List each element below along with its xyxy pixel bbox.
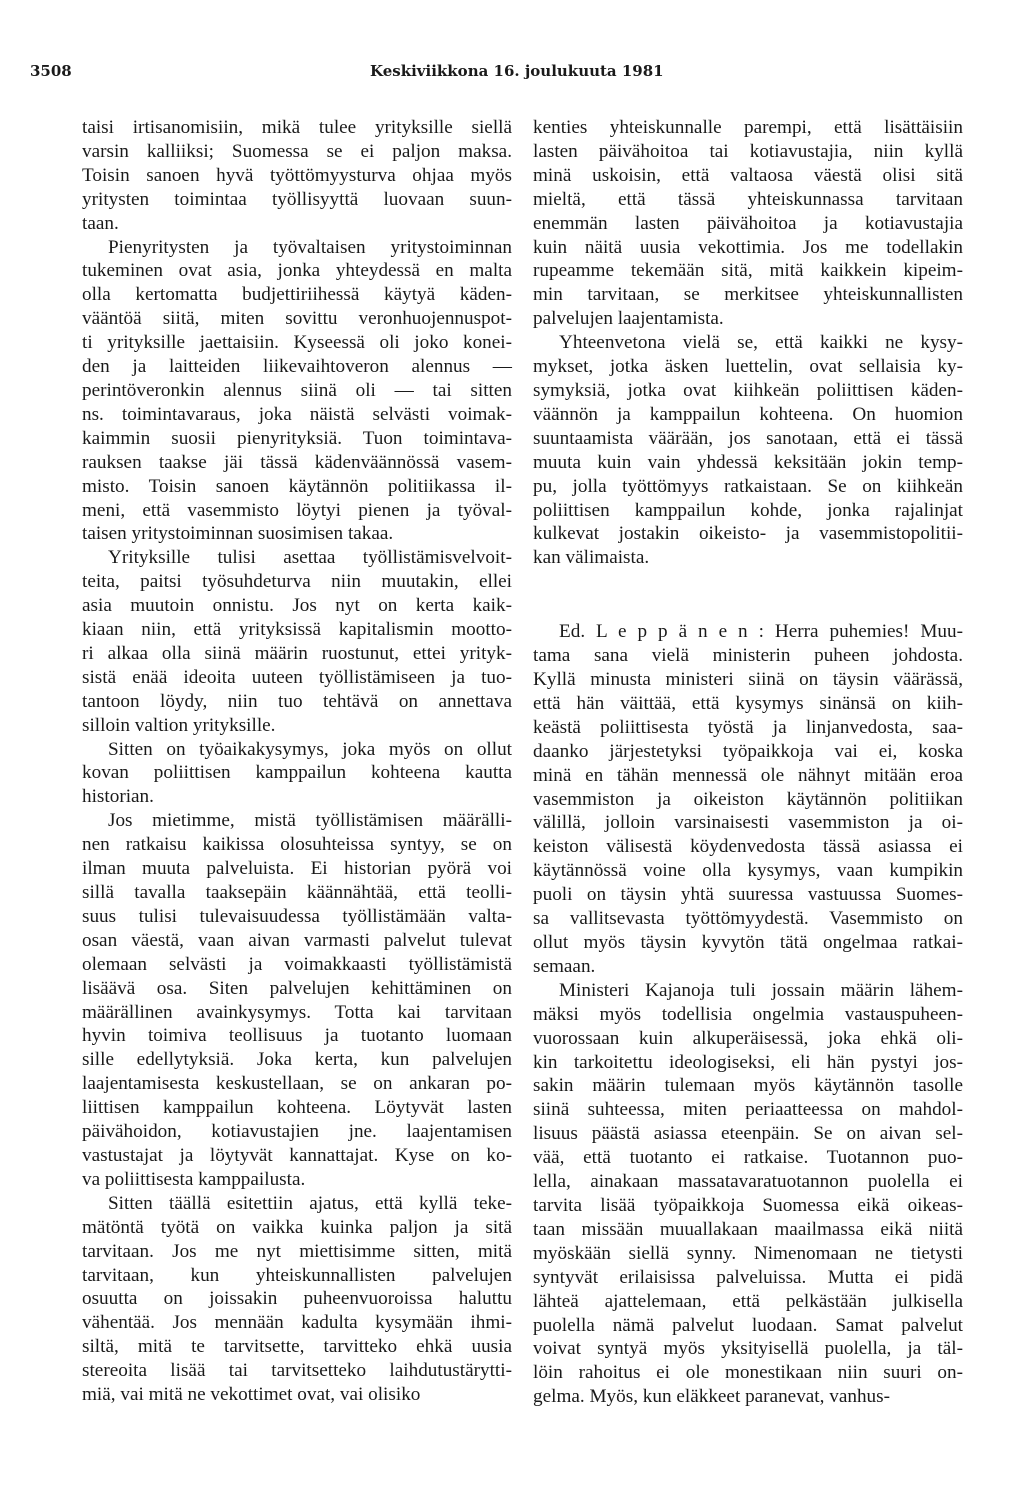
- running-title: Keskiviikkona 16. joulukuuta 1981: [370, 62, 664, 80]
- right-column: [533, 116, 963, 1409]
- line-text: tama sana vielä ministerin puheen johdosta.: [533, 645, 963, 667]
- line-text: symyksiä, jotka ovat kiihkeän poliittisen käden-: [533, 379, 963, 401]
- line-text: lisäävä osa. Siten palvelujen kehittäminen on: [82, 977, 512, 999]
- line-text: kenties yhteiskunnalle parempi, että lisättäisiin: [533, 117, 963, 138]
- text-line: [82, 451, 512, 475]
- line-text: vähentää. Jos mennään kadulta kysymään ihmi-: [82, 1312, 512, 1334]
- line-text: Jos mietimme, mistä työllistämisen määrälli-: [108, 810, 512, 832]
- text-line: [533, 546, 963, 570]
- text-line: [533, 1361, 963, 1385]
- line-text: kaimmin suosii pienyrityksiä. Tuon toimintava-: [82, 427, 512, 449]
- text-line: [533, 403, 963, 427]
- line-text: tarvita lisää työpaikkoja Suomessa eikä oikeas-: [533, 1194, 963, 1216]
- text-line: [82, 738, 512, 762]
- line-text: määrällinen avainkysymys. Totta kai tarvitaan: [82, 1001, 512, 1023]
- line-text: kiaan niin, että yrityksissä kapitalismin mootto-: [82, 619, 512, 641]
- line-text: kulkevat jostakin oikeisto- ja vasemmistopolitii-: [533, 523, 963, 545]
- text-line: [82, 690, 512, 714]
- line-text: varsin kalliiksi; Suomessa se ei paljon maksa.: [82, 140, 512, 162]
- line-text: kovan poliittisen kamppailun kohteena kautta: [82, 762, 512, 784]
- line-text: semaan.: [533, 955, 596, 977]
- paragraph: [82, 738, 512, 810]
- text-line: [82, 666, 512, 690]
- text-line: [82, 953, 512, 977]
- line-text: hyvin toimiva teollisuus ja tuotanto luomaan: [82, 1025, 512, 1047]
- line-text: teita, paitsi työsuhdeturva niin muutakin, ellei: [82, 571, 512, 593]
- paragraph: [82, 1192, 512, 1407]
- text-line: [82, 1096, 512, 1120]
- line-text: taisen yritystoiminnan suosimisen takaa.: [82, 523, 394, 545]
- text-line: [533, 644, 963, 668]
- text-line: [533, 1385, 963, 1409]
- line-text: myöskään siellä synny. Nimenomaan ne tietysti: [533, 1242, 963, 1264]
- line-text: enemmän lasten päivähoitoa ja kotiavustajia: [533, 212, 963, 234]
- line-text: tukeminen ovat asia, jonka yhteydessä en malta: [82, 260, 512, 282]
- text-line: [82, 594, 512, 618]
- text-line: [533, 907, 963, 931]
- paragraph: [533, 620, 963, 979]
- line-text: historian.: [82, 786, 154, 808]
- text-line: [82, 977, 512, 1001]
- page-number: 3508: [30, 62, 72, 80]
- line-text: mäksi myös todellisia ongelmia vastauspuheen-: [533, 1003, 963, 1025]
- text-line: [533, 1003, 963, 1027]
- line-text: meni, että vasemmisto löytyi pienen ja työval-: [82, 499, 512, 521]
- text-line: [533, 307, 963, 331]
- line-text: että hän väittää, että kysymys sinänsä on kiih-: [533, 692, 963, 714]
- text-line: [533, 740, 963, 764]
- line-text: rupeamme tekemään sitä, mitä kaikkein kipeim-: [533, 260, 963, 282]
- text-line: [82, 1072, 512, 1096]
- line-text: va poliittisesta kamppailusta.: [82, 1168, 306, 1190]
- text-line: [82, 427, 512, 451]
- line-text: Ministeri Kajanoja tuli jossain määrin lähem-: [559, 979, 963, 1001]
- line-text: perintöveronkin alennus siinä oli — tai sitten: [82, 379, 512, 401]
- line-text: puolella nämä palvelut luodaan. Samat palvelut: [533, 1314, 963, 1336]
- line-text: kin tarkoitettu ideologiseksi, eli hän pystyi jos-: [533, 1051, 963, 1073]
- text-line: [82, 809, 512, 833]
- text-line: [82, 1240, 512, 1264]
- text-line: [533, 140, 963, 164]
- text-line: [82, 1287, 512, 1311]
- paragraph: [533, 116, 963, 331]
- line-text: muuta kuin vain yhdessä keksitään jokin temp-: [533, 451, 963, 473]
- line-text: voivat syntyä myös yksityisellä puolella, ja täl-: [533, 1338, 963, 1360]
- line-text: mieltä, että tässä yhteiskunnassa tarvitaan: [533, 188, 963, 210]
- line-text: ri alkaa olla siinä määrin ruostunut, ettei yrityk-: [82, 642, 512, 664]
- text-line: [82, 1048, 512, 1072]
- line-text: taisi irtisanomisiin, mikä tulee yrityksille siellä: [82, 117, 512, 138]
- page-header: [30, 62, 980, 86]
- line-text: liittisen kamppailun kohteena. Löytyvät lasten: [82, 1097, 512, 1119]
- text-line: [82, 1120, 512, 1144]
- text-line: [533, 1170, 963, 1194]
- line-text: sakin määrin tulemaan myös käytännön tasolle: [533, 1075, 963, 1097]
- text-line: [82, 355, 512, 379]
- line-text: poliittisen kamppailun kohde, jonka rajalinjat: [533, 499, 963, 521]
- line-text: sa vallitsevasta työttömyydestä. Vasemmisto on: [533, 908, 963, 930]
- line-text: olla kertomatta budjettiriihessä käytyä käden-: [82, 284, 512, 306]
- text-line: [82, 642, 512, 666]
- line-text: daanko järjestetyksi työpaikkoja vai ei, koska: [533, 740, 963, 762]
- paragraph-gap: [533, 570, 963, 620]
- text-line: [82, 905, 512, 929]
- line-text: minä en tähän mennessä ole nähnyt mitään eroa: [533, 764, 963, 786]
- text-line: [82, 379, 512, 403]
- text-line: [533, 188, 963, 212]
- line-text: vuorossaan kuin alkuperäisessä, joka ehkä oli-: [533, 1027, 963, 1049]
- text-line: [533, 1290, 963, 1314]
- text-line: [533, 692, 963, 716]
- line-text: siinä suhteessa, miten periaatteessa on mahdol-: [533, 1099, 963, 1121]
- paragraph: [82, 546, 512, 737]
- speaker-name: Ed. L e p p ä n e n :: [559, 621, 764, 643]
- text-line: [533, 499, 963, 523]
- text-line: [533, 164, 963, 188]
- line-text: asia muutoin onnistu. Jos nyt on kerta kaik-: [82, 595, 512, 617]
- paragraph: [82, 116, 512, 236]
- line-text: miä, vai mitä ne vekottimet ovat, vai olisiko: [82, 1384, 421, 1406]
- text-line: [533, 379, 963, 403]
- text-line: [533, 1266, 963, 1290]
- text-line: [533, 212, 963, 236]
- line-text: lähteä ajattelemaan, että pelkästään julkisella: [533, 1290, 963, 1312]
- line-text: vää, että tuotanto ei ratkaise. Tuotannon puo-: [533, 1147, 963, 1169]
- text-line: [533, 1074, 963, 1098]
- text-line: [533, 955, 963, 979]
- text-line: [82, 116, 512, 140]
- text-line: [82, 1311, 512, 1335]
- text-line: [533, 1337, 963, 1361]
- text-line: [533, 979, 963, 1003]
- line-text: lasten päivähoitoa tai kotiavustajia, niin kyllä: [533, 140, 963, 162]
- line-text: syntyvät erilaisissa palveluissa. Mutta ei pidä: [533, 1266, 963, 1288]
- text-line: [82, 475, 512, 499]
- text-line: [82, 1383, 512, 1407]
- text-line: [533, 259, 963, 283]
- text-line: [82, 1144, 512, 1168]
- line-text: mätöntä työtä on vaikka kuinka paljon ja sitä: [82, 1216, 512, 1238]
- line-text: suuntaamista väärään, jos sanotaan, että ei tässä: [533, 427, 963, 449]
- line-text: lisuus päästä asiassa eteenpäin. Se on aivan sel-: [533, 1123, 963, 1145]
- line-text: lella, ainakaan massatavaratuotannon puolella ei: [533, 1171, 963, 1193]
- line-text: sillä tavalla taaksepäin käännähtää, että teolli-: [82, 882, 512, 903]
- line-text: misto. Toisin sanoen käytännön politiikassa il-: [82, 475, 512, 497]
- text-line: [533, 883, 963, 907]
- line-text: Yhteenvetona vielä se, että kaikki ne kysy-: [559, 332, 963, 354]
- line-text: siltä, mitä te tarvitsette, tarvitteko ehkä uusia: [82, 1336, 512, 1358]
- text-line: [82, 1359, 512, 1383]
- text-line: [82, 1192, 512, 1216]
- text-line: [533, 788, 963, 812]
- text-line: [82, 714, 512, 738]
- line-text: tantoon löydy, niin tuo tehtävä on annettava: [82, 690, 512, 712]
- text-line: [533, 1194, 963, 1218]
- text-line: [533, 331, 963, 355]
- line-text: Pienyritysten ja työvaltaisen yritystoiminnan: [108, 236, 512, 258]
- line-text: vastustajat ja löytyvät kannattajat. Kyse on ko-: [82, 1144, 512, 1166]
- text-line: [533, 931, 963, 955]
- text-line: [533, 1098, 963, 1122]
- text-line: [82, 857, 512, 881]
- text-line: [533, 716, 963, 740]
- text-line: [533, 355, 963, 379]
- line-text: gelma. Myös, kun eläkkeet paranevat, vanhus-: [533, 1386, 890, 1408]
- paragraph: [533, 979, 963, 1409]
- line-text: laajentamisesta keskustellaan, se on ankaran po-: [82, 1073, 512, 1095]
- line-text: den ja laitteiden liikevaihtoveron alennus —: [82, 356, 512, 378]
- line-text: sille edellytyksiä. Joka kerta, kun palvelujen: [82, 1049, 512, 1071]
- line-text: päivähoidon, kotiavustajien jne. laajentamisen: [82, 1121, 512, 1143]
- text-line: [82, 1024, 512, 1048]
- line-text: Kyllä minusta ministeri siinä on täysin väärässä,: [533, 669, 963, 691]
- text-line: [82, 499, 512, 523]
- text-line: [533, 764, 963, 788]
- line-text: stereoita lisää tai tarvitsetteko laihdutustärytti-: [82, 1360, 512, 1382]
- text-line: [82, 761, 512, 785]
- line-text: keiston välisestä köydenvedosta tässä asiassa ei: [533, 836, 963, 858]
- text-line: [82, 236, 512, 260]
- line-text: min tarvitaan, se merkitsee yhteiskunnallisten: [533, 284, 963, 306]
- line-text: osan väestä, vaan aivan varmasti palvelut tulevat: [82, 929, 512, 951]
- line-text: Yrityksille tulisi asettaa työllistämisvelvoit-: [108, 547, 512, 569]
- line-text: käytännössä voine olla kysymys, vaan kumpikin: [533, 860, 963, 882]
- line-text: tarvitaan. Jos me nyt miettisimme sitten, mitä: [82, 1240, 512, 1262]
- paragraph: [82, 236, 512, 547]
- text-line: [82, 881, 512, 905]
- line-text: puoli on täysin yhtä suuressa vastuussa Suomes-: [533, 884, 963, 906]
- line-text: keästä poliittisesta työstä ja linjanvedosta, saa-: [533, 716, 963, 738]
- line-text: olemaan selvästi ja voimakkaasti työllistämistä: [82, 953, 512, 975]
- text-line: [82, 259, 512, 283]
- line-text: Herra puhemies! Muu-: [763, 621, 964, 643]
- text-line: [533, 1051, 963, 1075]
- line-text: kan välimaista.: [533, 547, 650, 569]
- line-text: nen ratkaisu kaikissa olosuhteissa syntyy, se on: [82, 834, 512, 856]
- text-line: [533, 475, 963, 499]
- left-column: [82, 116, 512, 1407]
- text-line: [82, 403, 512, 427]
- text-line: [533, 1146, 963, 1170]
- text-line: [533, 116, 963, 140]
- text-line: [533, 811, 963, 835]
- line-text: vasemmiston ja oikeiston käytännön politiikan: [533, 788, 963, 810]
- line-text: sistä enää ideoita uuteen työllistämiseen ja tuo-: [82, 666, 512, 688]
- text-line: [82, 522, 512, 546]
- text-line: [82, 1335, 512, 1359]
- paragraph: [82, 809, 512, 1192]
- text-line: [533, 859, 963, 883]
- text-line: [82, 785, 512, 809]
- text-line: [533, 835, 963, 859]
- line-text: rauksen taakse jäi tässä kädenväännössä vasem-: [82, 451, 512, 473]
- line-text: taan.: [82, 212, 119, 234]
- text-line: [533, 236, 963, 260]
- text-line: [82, 140, 512, 164]
- line-text: palvelujen laajentamista.: [533, 308, 724, 330]
- line-text: löin rahoitus ei ole monestikaan niin suuri on-: [533, 1362, 963, 1384]
- text-line: [533, 668, 963, 692]
- line-text: kuin näitä uusia vekottimia. Jos me todellakin: [533, 236, 963, 258]
- line-text: ilman muuta palveluista. Ei historian pyörä voi: [82, 858, 512, 880]
- line-text: taan missään muuallakaan maailmassa eikä niitä: [533, 1218, 963, 1240]
- text-line: [533, 1122, 963, 1146]
- text-line: [82, 331, 512, 355]
- line-text: pu, jolla työttömyys ratkaistaan. Se on kiihkeän: [533, 475, 963, 497]
- line-text: ns. toimintavaraus, joka näistä selvästi voimak-: [82, 403, 512, 425]
- text-line: [533, 620, 963, 644]
- line-text: ollut myös täysin kyvytön tätä ongelmaa ratkai-: [533, 932, 963, 953]
- text-line: [82, 212, 512, 236]
- text-line: [533, 522, 963, 546]
- paragraph: [533, 331, 963, 570]
- text-line: [533, 427, 963, 451]
- line-text: Toisin sanoen hyvä työttömyysturva ohjaa myös: [82, 164, 512, 186]
- line-text: silloin valtion yrityksille.: [82, 714, 276, 736]
- line-text: mykset, jotka äsken luettelin, ovat sellaisia ky-: [533, 356, 963, 378]
- text-line: [533, 1242, 963, 1266]
- text-line: [533, 1314, 963, 1338]
- line-text: ti yrityksille jaettaisiin. Kyseessä oli joko konei-: [82, 332, 512, 354]
- line-text: suus tulisi tulevaisuudessa työllistämään valta-: [82, 905, 512, 927]
- line-text: yritysten toimintaa työllisyyttä luovaan suun-: [82, 188, 512, 210]
- line-text: vääntöä siitä, miten sovittu veronhuojennuspot-: [82, 308, 512, 330]
- line-text: Sitten täällä esitettiin ajatus, että kyllä teke-: [108, 1192, 512, 1214]
- text-line: [82, 546, 512, 570]
- line-text: minä uskoisin, että valtaosa väestä olisi sitä: [533, 164, 963, 186]
- text-line: [82, 188, 512, 212]
- text-line: [82, 570, 512, 594]
- text-line: [533, 451, 963, 475]
- text-line: [82, 283, 512, 307]
- text-line: [82, 1264, 512, 1288]
- text-line: [533, 1218, 963, 1242]
- text-line: [82, 618, 512, 642]
- text-line: [82, 833, 512, 857]
- text-line: [82, 307, 512, 331]
- text-line: [82, 1168, 512, 1192]
- line-text: Sitten on työaikakysymys, joka myös on ollut: [108, 738, 512, 760]
- text-line: [533, 1027, 963, 1051]
- line-text: välillä, jolloin varsinaisesti vasemmiston ja oi-: [533, 812, 963, 834]
- line-text: tarvitaan, kun yhteiskunnallisten palvelujen: [82, 1264, 512, 1286]
- text-line: [533, 283, 963, 307]
- text-line: [82, 164, 512, 188]
- line-text: väännön ja kamppailun kohteena. On huomion: [533, 403, 963, 425]
- line-text: osuutta on joissakin puheenvuoroissa haluttu: [82, 1288, 512, 1310]
- text-line: [82, 1001, 512, 1025]
- text-line: [82, 1216, 512, 1240]
- text-line: [82, 929, 512, 953]
